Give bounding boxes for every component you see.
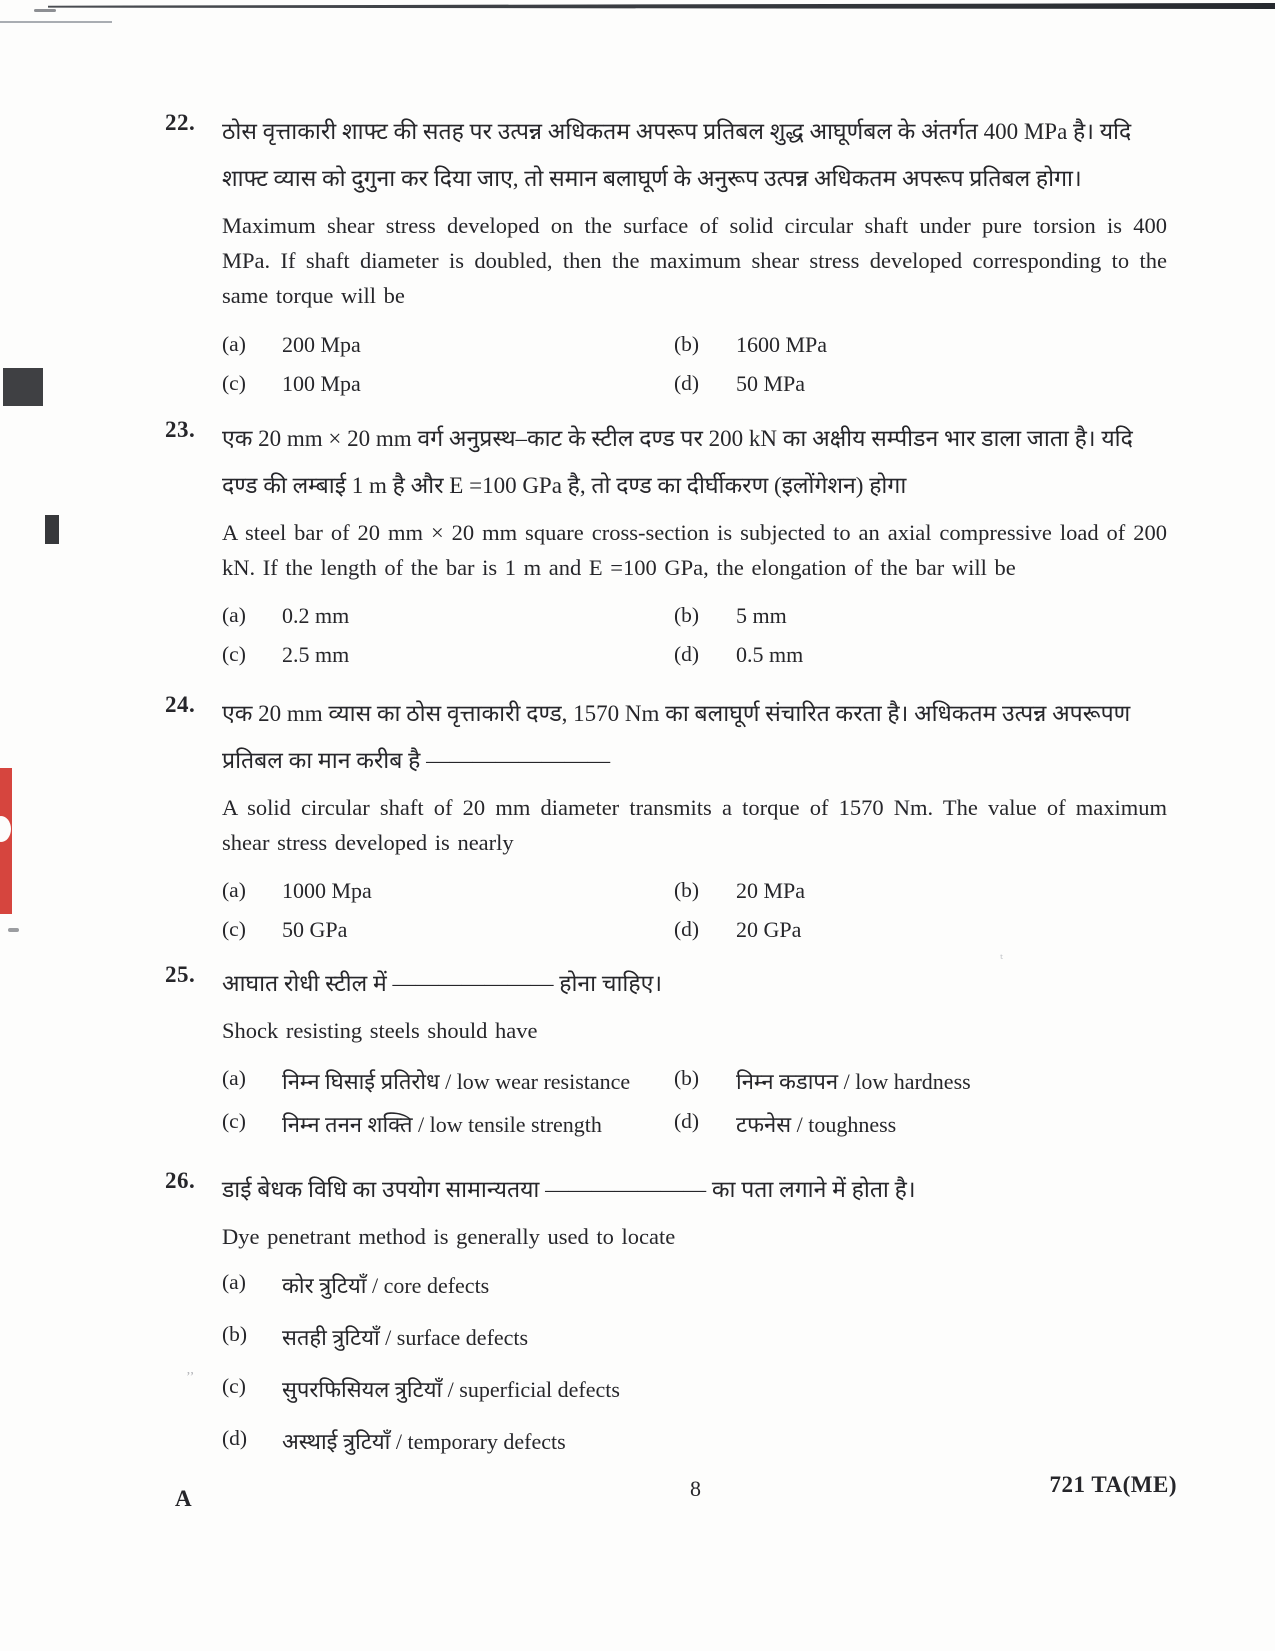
- option-b-label: (b): [674, 1066, 700, 1091]
- question-body: [222, 415, 1167, 668]
- question-text-hindi: एक 20 mm व्यास का ठोस वृत्ताकारी दण्ड, 1570 Nm का बलाघूर्ण संचारित करता है। अधिकतम उत्पन्न अपरूपण प्रतिबल का मान करीब है ————————: [222, 701, 1131, 774]
- option-c-label: (c): [222, 370, 246, 395]
- question-body: [222, 108, 1167, 397]
- paper-code: 721 TA(ME): [1049, 1472, 1177, 1497]
- option-c-label: (c): [222, 1374, 246, 1399]
- question-24: [165, 690, 1167, 943]
- question-number: 24.: [165, 692, 196, 717]
- option-a-label: (a): [222, 1270, 246, 1295]
- option-b-text: 20 MPa: [736, 878, 806, 904]
- option-d-text: 50 MPa: [736, 370, 806, 396]
- option-b-text: सतही त्रुटियाँ / surface defects: [282, 1325, 529, 1351]
- option-a-label: (a): [222, 603, 246, 628]
- option-a-text: 0.2 mm: [282, 603, 350, 629]
- booklet-series: A: [175, 1486, 192, 1511]
- question-text-english: Shock resisting steels should have: [222, 1018, 538, 1044]
- option-b-text: 1600 MPa: [736, 331, 828, 357]
- question-number: 25.: [165, 962, 196, 987]
- question-body: [222, 1166, 1167, 1456]
- option-b-text: 5 mm: [736, 603, 787, 629]
- options-grid: [222, 332, 1167, 397]
- option-d-label: (d): [674, 917, 700, 942]
- question-text-english: A solid circular shaft of 20 mm diameter transmits a torque of 1570 Nm. The value of maximum shear stress developed is nearly: [222, 795, 1167, 856]
- question-number: 23.: [165, 417, 196, 442]
- options-grid: [222, 603, 1167, 668]
- scan-gray-dash: [8, 928, 19, 932]
- scan-pencil-mark: ’’: [186, 1370, 195, 1385]
- option-d-text: टफनेस / toughness: [736, 1112, 897, 1138]
- option-b-label: (b): [674, 603, 700, 628]
- option-d-text: 0.5 mm: [736, 642, 804, 668]
- scan-red-strip: [0, 768, 12, 914]
- option-a-label: (a): [222, 331, 246, 356]
- question-text-hindi: आघात रोधी स्टील में ——————— होना चाहिए।: [222, 971, 663, 996]
- option-c-text: 2.5 mm: [282, 642, 350, 668]
- options-grid: [222, 878, 1167, 943]
- question-26: [165, 1166, 1167, 1456]
- option-b-label: (b): [674, 878, 700, 903]
- option-a-text: 200 Mpa: [282, 331, 361, 357]
- question-23: [165, 415, 1167, 668]
- option-c-text: सुपरफिसियल त्रुटियाँ / superficial defects: [282, 1377, 620, 1403]
- option-b-label: (b): [674, 331, 700, 356]
- question-text-english: Dye penetrant method is generally used to locate: [222, 1224, 676, 1250]
- option-a-text: कोर त्रुटियाँ / core defects: [282, 1273, 490, 1299]
- page-footer: [0, 1472, 1275, 1516]
- scan-faint-mark: ₜ: [1000, 948, 1003, 962]
- question-text-hindi: डाई बेधक विधि का उपयोग सामान्यतया ——————— का पता लगाने में होता है।: [222, 1177, 916, 1202]
- option-d-text: 20 GPa: [736, 917, 802, 943]
- option-a-text: निम्न घिसाई प्रतिरोध / low wear resistance: [282, 1069, 631, 1095]
- option-c-text: निम्न तनन शक्ति / low tensile strength: [282, 1112, 602, 1138]
- option-d-label: (d): [674, 1109, 700, 1134]
- option-d-label: (d): [222, 1426, 248, 1451]
- scan-black-mark-small: [45, 515, 59, 544]
- scan-red-strip-notch: [0, 816, 11, 842]
- scan-top-left-thin-line: [0, 21, 112, 23]
- option-c-text: 100 Mpa: [282, 370, 361, 396]
- option-c-label: (c): [222, 917, 246, 942]
- scan-top-edge-line: [48, 3, 1275, 9]
- scan-top-left-dash: [34, 9, 56, 12]
- scan-black-mark-large: [3, 368, 43, 406]
- option-b-text: निम्न कडापन / low hardness: [736, 1069, 971, 1095]
- option-c-label: (c): [222, 1109, 246, 1134]
- options-list: [222, 1270, 1167, 1456]
- question-22: [165, 108, 1167, 397]
- page-number: 8: [690, 1476, 701, 1501]
- option-a-label: (a): [222, 878, 246, 903]
- option-b-label: (b): [222, 1322, 248, 1347]
- option-c-text: 50 GPa: [282, 917, 348, 943]
- question-text-english: Maximum shear stress developed on the surface of solid circular shaft under pure torsion is 400 MPa. If shaft diameter is doubled, then the maximum shear stress developed corresponding to the same torque will be: [222, 213, 1167, 309]
- question-number: 22.: [165, 110, 196, 135]
- option-c-label: (c): [222, 642, 246, 667]
- question-25: [165, 960, 1167, 1139]
- question-number: 26.: [165, 1168, 196, 1193]
- option-d-label: (d): [674, 370, 700, 395]
- question-body: [222, 960, 1167, 1139]
- question-text-hindi: ठोस वृत्ताकारी शाफ्ट की सतह पर उत्पन्न अधिकतम अपरूप प्रतिबल शुद्ध आघूर्णबल के अंतर्गत 400 MPa है। यदि शाफ्ट व्यास को दुगुना कर दिया जाए, तो समान बलाघूर्ण के अनुरूप उत्पन्न अधिकतम अपरूप प्रतिबल होगा।: [222, 119, 1132, 192]
- question-body: [222, 690, 1167, 943]
- question-text-english: A steel bar of 20 mm × 20 mm square cross-section is subjected to an axial compressive load of 200 kN. If the length of the bar is 1 m and E =100 GPa, the elongation of the bar will be: [222, 520, 1167, 581]
- option-d-text: अस्थाई त्रुटियाँ / temporary defects: [282, 1429, 566, 1455]
- option-d-label: (d): [674, 642, 700, 667]
- options-grid: [222, 1066, 1167, 1139]
- option-a-text: 1000 Mpa: [282, 878, 372, 904]
- option-a-label: (a): [222, 1066, 246, 1091]
- question-text-hindi: एक 20 mm × 20 mm वर्ग अनुप्रस्थ–काट के स्टील दण्ड पर 200 kN का अक्षीय सम्पीडन भार डाला जाता है। यदि दण्ड की लम्बाई 1 m है और E =100 GPa है, तो दण्ड का दीर्घीकरण (इलोंगेशन) होगा: [222, 426, 1133, 499]
